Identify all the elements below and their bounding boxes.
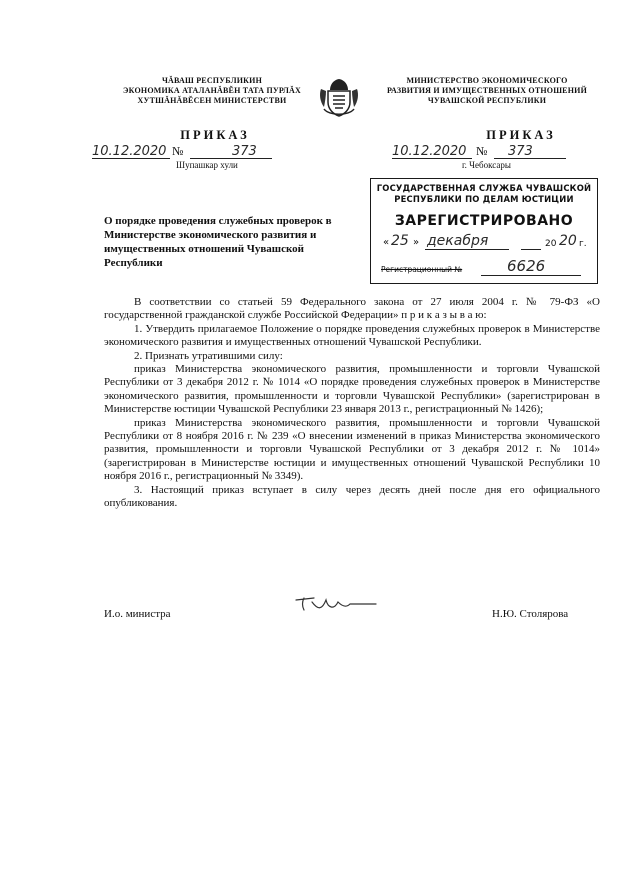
- order-number-right: [494, 142, 566, 159]
- stamp-date-row: « 25 » декабря 20 20 г.: [383, 233, 587, 249]
- header-left-line: ЭКОНОМИКА АТАЛАНĂВĔН ТАТА ПУРЛĂХ: [123, 86, 301, 95]
- order-place-right: г. Чебоксары: [462, 160, 511, 170]
- header-right-line: РАЗВИТИЯ И ИМУЩЕСТВЕННЫХ ОТНОШЕНИЙ: [386, 86, 587, 95]
- order-label-left: ПРИКАЗ: [180, 128, 250, 142]
- stamp-year-prefix: 20: [545, 239, 557, 249]
- stamp-month-line: [425, 249, 509, 250]
- order-label-right: ПРИКАЗ: [486, 128, 556, 142]
- stamp-reg-label: Регистрационный №: [381, 265, 463, 274]
- signature-name: Н.Ю. Столярова: [492, 608, 569, 620]
- signature-position: И.о. министра: [104, 608, 171, 620]
- order-date-handwritten: 10.12.2020: [392, 144, 467, 159]
- order-date-handwritten: 10.12.2020: [92, 144, 167, 159]
- stamp-year-unit: г.: [579, 239, 587, 249]
- stamp-year-suffix: 20: [559, 233, 577, 249]
- order-number-handwritten: 373: [232, 144, 257, 159]
- header-right-line: МИНИСТЕРСТВО ЭКОНОМИЧЕСКОГО: [406, 76, 568, 85]
- stamp-reg-line: [481, 275, 581, 276]
- stamp-line-2: РЕСПУБЛИКИ ПО ДЕЛАМ ЮСТИЦИИ: [394, 194, 574, 204]
- header-left: [112, 76, 312, 106]
- stamp-month: декабря: [427, 233, 489, 249]
- document-title: О порядке проведения служебных проверок в Министерстве экономического развития и имущественных отношений Чувашской Республики: [104, 215, 332, 269]
- stamp-line-1: ГОСУДАРСТВЕННАЯ СЛУЖБА ЧУВАШСКОЙ: [376, 183, 592, 193]
- stamp-reg-row: [371, 257, 597, 277]
- stamp-day: 25: [391, 233, 409, 249]
- order-number-sign-left: №: [172, 144, 184, 158]
- header-left-line: ХУТШĂНĂВĔСЕН МИНИСТЕРСТВИ: [137, 96, 287, 105]
- header-left-line: ЧĂВАШ РЕСПУБЛИКИН: [161, 76, 263, 85]
- stamp-year-line: [521, 249, 541, 250]
- order-number-left: [190, 142, 272, 159]
- stamp-reg-number: 6626: [507, 257, 546, 275]
- header-right-line: ЧУВАШСКОЙ РЕСПУБЛИКИ: [427, 96, 547, 105]
- body-paragraph-2a: приказ Министерства экономического развития, промышленности и торговли Чувашской Республики от 3 декабря 2012 г. № 1014 «О порядке проведения служебных проверок в Министерстве экономического развития, промышленности и торговли Чувашской Республики» (зарегистрирован в Министерстве юстиции Чувашской Республики 23 января 2013 г., регистрационный № 1426);: [104, 363, 600, 416]
- body-paragraph-3: 3. Настоящий приказ вступает в силу через десять дней после дня его официального опубликования.: [104, 483, 600, 510]
- body-intro: В соответствии со статьей 59 Федерального закона от 27 июля 2004 г. № 79-ФЗ «О государственной гражданской службе Российской Федерации» п р и к а з ы в а ю:: [104, 296, 600, 322]
- order-number-sign-right: №: [476, 144, 488, 158]
- order-date-right: [392, 142, 472, 159]
- registration-stamp: [370, 178, 598, 284]
- body-paragraph-1: 1. Утвердить прилагаемое Положение о порядке проведения служебных проверок в Министерстве экономического развития и имущественных отношений Чувашской Республики.: [104, 322, 600, 349]
- body-paragraph-2b: приказ Министерства экономического развития, промышленности и торговли Чувашской Республики от 8 ноября 2016 г. № 239 «О внесении изменений в приказ Министерства экономического развития, промышленности и торговли Чувашской Республики от 3 декабря 2012 г. № 1014» (зарегистрирован в Министерстве юстиции и имущественных отношений Чувашской Республики 10 ноября 2016 г., регистрационный № 3349).: [104, 416, 600, 483]
- stamp-registered: ЗАРЕГИСТРИРОВАНО: [394, 213, 574, 229]
- header-right: [382, 76, 592, 106]
- order-place-left: Шупашкар хули: [176, 160, 238, 170]
- emblem-icon: [316, 76, 362, 120]
- order-number-handwritten: 373: [508, 144, 533, 159]
- body-paragraph-2: 2. Признать утратившими силу:: [134, 349, 283, 362]
- order-date-left: [92, 142, 170, 159]
- document-body: [104, 296, 600, 511]
- signature-handwritten-icon: [292, 592, 382, 616]
